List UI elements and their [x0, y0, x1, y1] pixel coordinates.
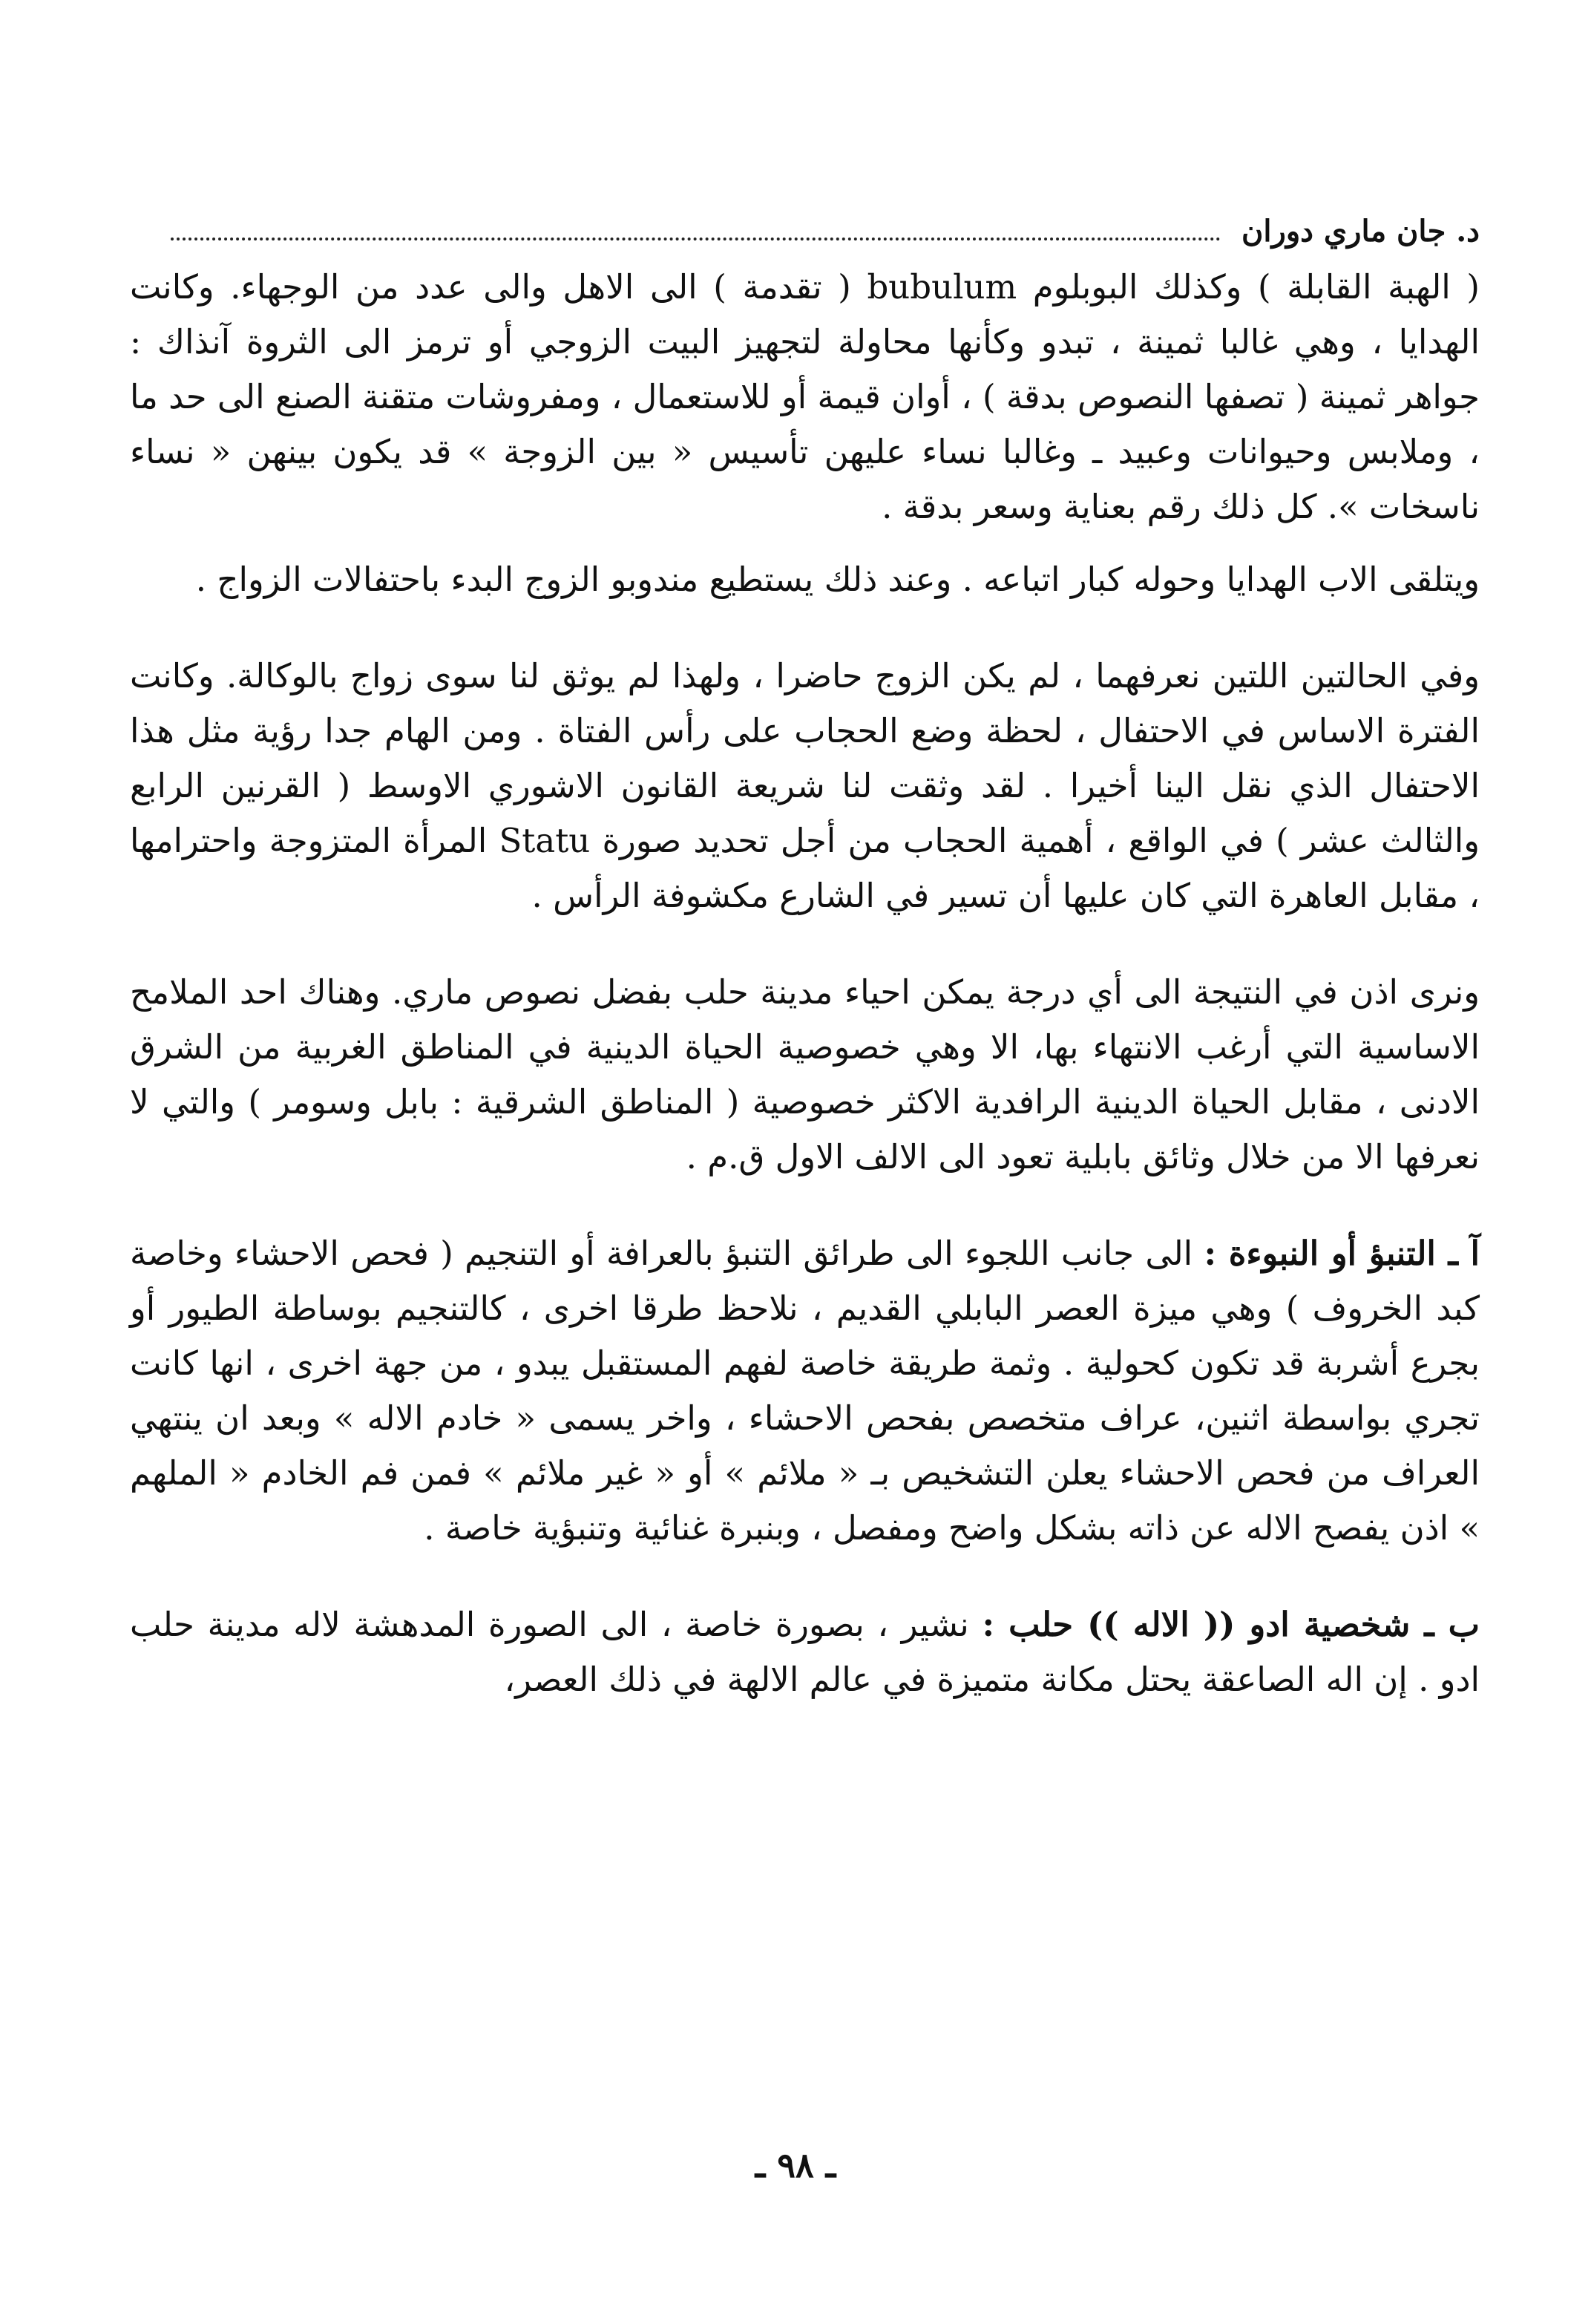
paragraph [130, 649, 1480, 923]
paragraph [130, 260, 1480, 534]
paragraph [130, 552, 1480, 607]
paragraph [130, 965, 1480, 1185]
section-heading-adad: ب ـ شخصية ادو (( الاله )) حلب : [982, 1605, 1480, 1644]
paragraph-text: الى جانب اللجوء الى طرائق التنبؤ بالعرافة أو التنجيم ( فحص الاحشاء وخاصة كبد الخروف ) وهي ميزة العصر البابلي القديم ، نلاحظ طرقا اخرى ، كالتنجيم بوساطة الطيور أو بجرع أشربة قد تكون كحولية . وثمة طريقة خاصة لفهم المستقبل يبدو ، من جهة اخرى ، انها كانت تجري بواسطة اثنين، عراف متخصص بفحص الاحشاء ، واخر يسمى « خادم الاله » وبعد ان ينتهي العراف من فحص الاحشاء يعلن التشخيص بـ « ملائم » أو « غير ملائم » فمن فم الخادم « الملهم » اذن يفصح الاله عن ذاته بشكل واضح ومفصل ، وبنبرة غنائية وتنبؤية خاصة . [130, 1234, 1480, 1548]
running-header [171, 194, 1480, 249]
section-heading-prophecy: آ ـ التنبؤ أو النبوءة : [1204, 1234, 1480, 1273]
body-text [130, 260, 1480, 1725]
page-number: ـ ٩٨ ـ [755, 2145, 836, 2185]
paragraph-text: نشير ، بصورة خاصة ، الى الصورة المدهشة لاله مدينة حلب ادو . إن اله الصاعقة يحتل مكانة متميزة في عالم الالهة في ذلك العصر، [130, 1605, 1480, 1699]
paragraph-text: ونرى اذن في النتيجة الى أي درجة يمكن احياء مدينة حلب بفضل نصوص ماري. وهناك احد الملامح الاساسية التي أرغب الانتهاء بها، الا وهي خصوصية الحياة الدينية في المناطق الغربية من الشرق الادنى ، مقابل الحياة الدينية الرافدية الاكثر خصوصية ( المناطق الشرقية : بابل وسومر ) والتي لا نعرفها الا من خلال وثائق بابلية تعود الى الالف الاول ق.م . [130, 972, 1480, 1176]
paragraph-text: وفي الحالتين اللتين نعرفهما ، لم يكن الزوج حاضرا ، ولهذا لم يوثق لنا سوى زواج بالوكالة. وكانت الفترة الاساس في الاحتفال ، لحظة وضع الحجاب على رأس الفتاة . ومن الهام جدا رؤية مثل هذا الاحتفال الذي نقل الينا أخيرا . لقد وثقت لنا شريعة القانون الاشوري الاوسط ( القرنين الرابع والثالث عشر ) في الواقع ، أهمية الحجاب من أجل تحديد صورة Statu المرأة المتزوجة واحترامها ، مقابل العاهرة التي كان عليها أن تسير في الشارع مكشوفة الرأس . [130, 656, 1480, 915]
paragraph-text: ( الهبة القابلة ) وكذلك البوبلوم bubulum ( تقدمة ) الى الاهل والى عدد من الوجهاء. وكانت الهدايا ، وهي غالبا ثمينة ، تبدو وكأنها محاولة لتجهيز البيت الزوجي أو ترمز الى الثروة آنذاك : جواهر ثمينة ( تصفها النصوص بدقة ) ، أوان قيمة أو للاستعمال ، ومفروشات متقنة الصنع الى حد ما ، وملابس وحيوانات وعبيد ـ وغالبا نساء عليهن تأسيس « بين الزوجة » قد يكون بينهن « نساء ناسخات ». كل ذلك رقم بعناية وسعر بدقة . [130, 267, 1480, 526]
paragraph-text: ويتلقى الاب الهدايا وحوله كبار اتباعه . وعند ذلك يستطيع مندوبو الزوج البدء باحتفالات الزواج . [195, 560, 1480, 599]
header-dotted-rule [171, 238, 1221, 240]
header-author: د. جان ماري دوران [1241, 214, 1480, 249]
section-paragraph-prophecy [130, 1226, 1480, 1556]
section-paragraph-adad [130, 1597, 1480, 1707]
